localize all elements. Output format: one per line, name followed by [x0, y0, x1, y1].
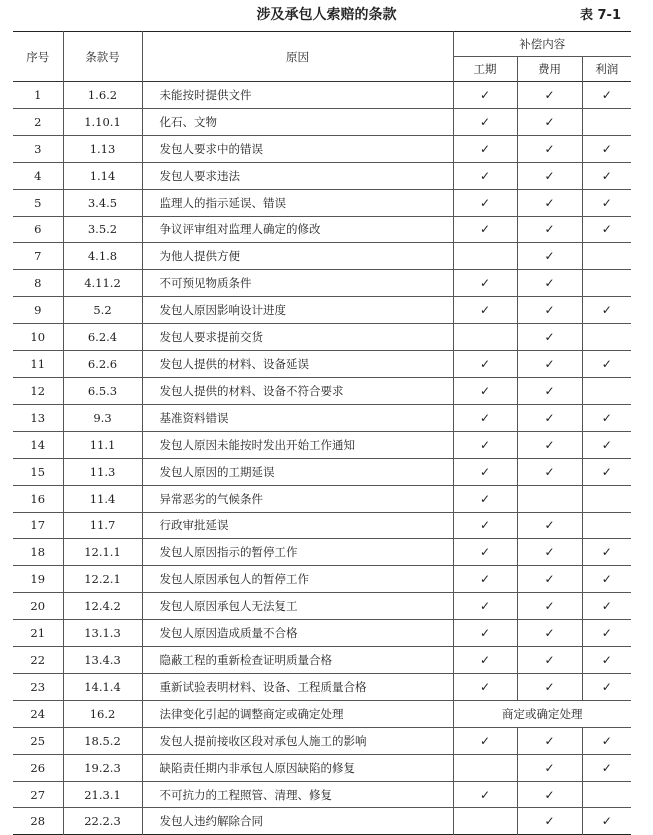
row-profit-cell	[582, 539, 631, 566]
row-clause: 18.5.2	[63, 727, 142, 754]
row-reason: 隐蔽工程的重新检查证明质量合格	[142, 647, 453, 674]
row-reason: 异常恶劣的气候条件	[142, 485, 453, 512]
table-row	[13, 297, 631, 324]
table-row	[13, 377, 631, 404]
row-cost-cell	[517, 82, 582, 109]
table-row	[13, 485, 631, 512]
row-reason: 监理人的指示延误、错误	[142, 189, 453, 216]
check-icon: ✓	[479, 141, 491, 156]
check-icon: ✓	[479, 437, 491, 452]
row-reason: 为他人提供方便	[142, 243, 453, 270]
row-cost-cell	[517, 431, 582, 458]
row-time-cell	[453, 189, 517, 216]
row-clause: 1.14	[63, 162, 142, 189]
row-reason: 发包人原因影响设计进度	[142, 297, 453, 324]
table-row	[13, 431, 631, 458]
table-row	[13, 754, 631, 781]
header-compensation: 补偿内容	[453, 32, 631, 57]
row-time-cell	[453, 673, 517, 700]
check-icon: ✓	[601, 195, 612, 210]
check-icon: ✓	[544, 572, 555, 587]
row-clause: 12.4.2	[63, 593, 142, 620]
header-cost: 费用	[517, 57, 582, 82]
check-icon: ✓	[544, 679, 555, 694]
row-reason: 不可抗力的工程照管、清理、修复	[142, 781, 453, 808]
row-cost-cell	[517, 108, 582, 135]
row-time-cell	[453, 297, 517, 324]
row-time-cell	[453, 162, 517, 189]
row-profit-cell	[582, 82, 631, 109]
row-profit-cell	[582, 270, 631, 297]
check-icon: ✓	[601, 357, 612, 372]
check-icon: ✓	[479, 87, 491, 102]
row-profit-cell	[582, 243, 631, 270]
row-clause: 6.2.6	[63, 351, 142, 378]
check-icon: ✓	[544, 195, 555, 210]
row-profit-cell	[582, 216, 631, 243]
row-clause: 13.4.3	[63, 647, 142, 674]
table-row	[13, 566, 631, 593]
row-reason: 未能按时提供文件	[142, 82, 453, 109]
check-icon: ✓	[601, 679, 612, 694]
check-icon: ✓	[479, 599, 491, 614]
table-row	[13, 620, 631, 647]
row-time-cell	[453, 324, 517, 351]
check-icon: ✓	[544, 330, 555, 345]
row-clause: 3.4.5	[63, 189, 142, 216]
row-seq: 24	[13, 700, 63, 727]
table-row	[13, 404, 631, 431]
row-profit-cell	[582, 620, 631, 647]
row-seq: 18	[13, 539, 63, 566]
row-cost-cell	[517, 351, 582, 378]
row-cost-cell	[517, 620, 582, 647]
check-icon: ✓	[544, 87, 555, 102]
row-time-cell	[453, 781, 517, 808]
row-merged-compensation: 商定或确定处理	[453, 700, 631, 727]
check-icon: ✓	[544, 141, 555, 156]
row-profit-cell	[582, 162, 631, 189]
row-profit-cell	[582, 135, 631, 162]
table-row	[13, 727, 631, 754]
check-icon: ✓	[479, 679, 491, 694]
row-time-cell	[453, 216, 517, 243]
row-time-cell	[453, 351, 517, 378]
header-reason: 原因	[142, 32, 453, 82]
check-icon: ✓	[544, 545, 555, 560]
row-reason: 发包人原因承包人无法复工	[142, 593, 453, 620]
check-icon: ✓	[544, 303, 555, 318]
row-time-cell	[453, 727, 517, 754]
row-clause: 4.1.8	[63, 243, 142, 270]
row-reason: 发包人原因承包人的暂停工作	[142, 566, 453, 593]
row-seq: 17	[13, 512, 63, 539]
row-clause: 1.13	[63, 135, 142, 162]
row-time-cell	[453, 404, 517, 431]
row-time-cell	[453, 431, 517, 458]
row-seq: 12	[13, 377, 63, 404]
check-icon: ✓	[544, 760, 555, 775]
row-time-cell	[453, 512, 517, 539]
row-cost-cell	[517, 727, 582, 754]
row-profit-cell	[582, 781, 631, 808]
row-cost-cell	[517, 512, 582, 539]
row-seq: 25	[13, 727, 63, 754]
row-cost-cell	[517, 593, 582, 620]
row-seq: 13	[13, 404, 63, 431]
row-clause: 5.2	[63, 297, 142, 324]
row-seq: 8	[13, 270, 63, 297]
row-seq: 22	[13, 647, 63, 674]
check-icon: ✓	[544, 814, 555, 829]
table-row	[13, 189, 631, 216]
check-icon: ✓	[544, 222, 555, 237]
row-profit-cell	[582, 647, 631, 674]
row-seq: 10	[13, 324, 63, 351]
row-profit-cell	[582, 485, 631, 512]
row-profit-cell	[582, 431, 631, 458]
table-body	[13, 82, 631, 835]
row-cost-cell	[517, 754, 582, 781]
check-icon: ✓	[479, 787, 491, 802]
row-cost-cell	[517, 189, 582, 216]
row-seq: 26	[13, 754, 63, 781]
row-seq: 9	[13, 297, 63, 324]
check-icon: ✓	[601, 733, 612, 748]
row-clause: 1.6.2	[63, 82, 142, 109]
check-icon: ✓	[479, 518, 491, 533]
row-seq: 11	[13, 351, 63, 378]
row-profit-cell	[582, 593, 631, 620]
check-icon: ✓	[544, 410, 555, 425]
header-clause: 条款号	[63, 32, 142, 82]
row-time-cell	[453, 593, 517, 620]
row-seq: 21	[13, 620, 63, 647]
table-number: 表 7-1	[579, 8, 621, 23]
check-icon: ✓	[601, 410, 612, 425]
check-icon: ✓	[479, 303, 491, 318]
row-time-cell	[453, 566, 517, 593]
table-row	[13, 458, 631, 485]
check-icon: ✓	[544, 518, 555, 533]
row-time-cell	[453, 377, 517, 404]
row-seq: 7	[13, 243, 63, 270]
check-icon: ✓	[601, 626, 612, 641]
row-profit-cell	[582, 108, 631, 135]
row-clause: 22.2.3	[63, 808, 142, 835]
row-reason: 发包人原因造成质量不合格	[142, 620, 453, 647]
row-reason: 发包人提供的材料、设备不符合要求	[142, 377, 453, 404]
check-icon: ✓	[479, 652, 491, 667]
table-row	[13, 351, 631, 378]
check-icon: ✓	[544, 652, 555, 667]
row-seq: 1	[13, 82, 63, 109]
check-icon: ✓	[479, 491, 491, 506]
row-reason: 发包人要求中的错误	[142, 135, 453, 162]
row-cost-cell	[517, 458, 582, 485]
check-icon: ✓	[601, 87, 612, 102]
check-icon: ✓	[544, 437, 555, 452]
row-seq: 15	[13, 458, 63, 485]
row-profit-cell	[582, 754, 631, 781]
row-cost-cell	[517, 539, 582, 566]
table-row	[13, 324, 631, 351]
check-icon: ✓	[601, 545, 612, 560]
row-reason: 不可预见物质条件	[142, 270, 453, 297]
row-reason: 争议评审组对监理人确定的修改	[142, 216, 453, 243]
row-reason: 发包人原因指示的暂停工作	[142, 539, 453, 566]
row-time-cell	[453, 620, 517, 647]
row-seq: 23	[13, 673, 63, 700]
row-seq: 4	[13, 162, 63, 189]
check-icon: ✓	[479, 733, 491, 748]
row-profit-cell	[582, 566, 631, 593]
row-time-cell	[453, 82, 517, 109]
check-icon: ✓	[479, 410, 491, 425]
check-icon: ✓	[601, 464, 612, 479]
header-profit: 利润	[595, 62, 619, 76]
check-icon: ✓	[479, 222, 491, 237]
row-seq: 20	[13, 593, 63, 620]
row-cost-cell	[517, 270, 582, 297]
header-time: 工期	[453, 57, 517, 82]
row-clause: 16.2	[63, 700, 142, 727]
row-cost-cell	[517, 485, 582, 512]
check-icon: ✓	[544, 168, 555, 183]
row-time-cell	[453, 135, 517, 162]
row-profit-cell	[582, 808, 631, 835]
row-reason: 法律变化引起的调整商定或确定处理	[142, 700, 453, 727]
table-row	[13, 593, 631, 620]
check-icon: ✓	[479, 276, 491, 291]
row-reason: 化石、文物	[142, 108, 453, 135]
row-profit-cell	[582, 727, 631, 754]
check-icon: ✓	[601, 168, 612, 183]
row-reason: 发包人要求提前交货	[142, 324, 453, 351]
row-time-cell	[453, 270, 517, 297]
row-seq: 5	[13, 189, 63, 216]
row-seq: 14	[13, 431, 63, 458]
row-seq: 3	[13, 135, 63, 162]
row-seq: 19	[13, 566, 63, 593]
row-profit-cell	[582, 324, 631, 351]
row-time-cell	[453, 243, 517, 270]
row-cost-cell	[517, 566, 582, 593]
check-icon: ✓	[479, 626, 491, 641]
check-icon: ✓	[601, 572, 612, 587]
row-reason: 缺陷责任期内非承包人原因缺陷的修复	[142, 754, 453, 781]
row-clause: 3.5.2	[63, 216, 142, 243]
row-seq: 27	[13, 781, 63, 808]
row-reason: 发包人提前接收区段对承包人施工的影响	[142, 727, 453, 754]
row-clause: 12.2.1	[63, 566, 142, 593]
row-clause: 13.1.3	[63, 620, 142, 647]
row-seq: 6	[13, 216, 63, 243]
check-icon: ✓	[544, 383, 555, 398]
header-seq: 序号	[13, 32, 63, 82]
row-reason: 发包人提供的材料、设备延误	[142, 351, 453, 378]
row-seq: 28	[13, 808, 63, 835]
table-row	[13, 808, 631, 835]
check-icon: ✓	[601, 599, 612, 614]
table-row	[13, 135, 631, 162]
table-row	[13, 243, 631, 270]
row-time-cell	[453, 485, 517, 512]
row-seq: 2	[13, 108, 63, 135]
check-icon: ✓	[479, 195, 491, 210]
table-row	[13, 539, 631, 566]
row-cost-cell	[517, 781, 582, 808]
row-profit-cell	[582, 673, 631, 700]
check-icon: ✓	[601, 303, 612, 318]
check-icon: ✓	[479, 168, 491, 183]
check-icon: ✓	[479, 464, 491, 479]
row-clause: 6.2.4	[63, 324, 142, 351]
check-icon: ✓	[479, 545, 491, 560]
row-cost-cell	[517, 297, 582, 324]
row-clause: 11.7	[63, 512, 142, 539]
check-icon: ✓	[601, 141, 612, 156]
row-clause: 19.2.3	[63, 754, 142, 781]
check-icon: ✓	[544, 787, 555, 802]
row-clause: 1.10.1	[63, 108, 142, 135]
row-profit-cell	[582, 189, 631, 216]
table-row	[13, 216, 631, 243]
check-icon: ✓	[479, 357, 491, 372]
check-icon: ✓	[601, 814, 612, 829]
row-reason: 重新试验表明材料、设备、工程质量合格	[142, 673, 453, 700]
row-profit-cell	[582, 377, 631, 404]
check-icon: ✓	[544, 276, 555, 291]
row-cost-cell	[517, 808, 582, 835]
row-seq: 16	[13, 485, 63, 512]
table-row	[13, 162, 631, 189]
row-clause: 9.3	[63, 404, 142, 431]
row-reason: 发包人原因的工期延误	[142, 458, 453, 485]
check-icon: ✓	[544, 114, 555, 129]
check-icon: ✓	[601, 652, 612, 667]
row-clause: 6.5.3	[63, 377, 142, 404]
row-cost-cell	[517, 135, 582, 162]
row-time-cell	[453, 808, 517, 835]
check-icon: ✓	[601, 437, 612, 452]
row-reason: 发包人要求违法	[142, 162, 453, 189]
check-icon: ✓	[479, 383, 491, 398]
table-row	[13, 108, 631, 135]
claims-table	[13, 31, 631, 835]
check-icon: ✓	[544, 626, 555, 641]
row-time-cell	[453, 539, 517, 566]
row-clause: 21.3.1	[63, 781, 142, 808]
check-icon: ✓	[544, 249, 555, 264]
row-cost-cell	[517, 243, 582, 270]
row-clause: 4.11.2	[63, 270, 142, 297]
row-time-cell	[453, 647, 517, 674]
row-clause: 14.1.4	[63, 673, 142, 700]
row-reason: 基准资料错误	[142, 404, 453, 431]
row-profit-cell	[582, 351, 631, 378]
row-reason: 行政审批延误	[142, 512, 453, 539]
row-profit-cell	[582, 512, 631, 539]
check-icon: ✓	[544, 599, 555, 614]
check-icon: ✓	[601, 760, 612, 775]
check-icon: ✓	[479, 572, 491, 587]
table-title: 涉及承包人索赔的条款	[256, 7, 397, 23]
check-icon: ✓	[601, 222, 612, 237]
row-clause: 11.3	[63, 458, 142, 485]
row-reason: 发包人违约解除合同	[142, 808, 453, 835]
row-cost-cell	[517, 162, 582, 189]
table-row	[13, 512, 631, 539]
check-icon: ✓	[479, 114, 491, 129]
check-icon: ✓	[544, 357, 555, 372]
row-cost-cell	[517, 673, 582, 700]
row-profit-cell	[582, 404, 631, 431]
table-row	[13, 82, 631, 109]
table-row	[13, 700, 631, 727]
row-cost-cell	[517, 216, 582, 243]
row-time-cell	[453, 754, 517, 781]
table-row	[13, 647, 631, 674]
row-profit-cell	[582, 297, 631, 324]
row-reason: 发包人原因未能按时发出开始工作通知	[142, 431, 453, 458]
row-cost-cell	[517, 377, 582, 404]
table-row	[13, 673, 631, 700]
row-time-cell	[453, 108, 517, 135]
row-profit-cell	[582, 458, 631, 485]
table-row	[13, 270, 631, 297]
row-cost-cell	[517, 404, 582, 431]
row-clause: 11.1	[63, 431, 142, 458]
row-clause: 11.4	[63, 485, 142, 512]
check-icon: ✓	[544, 464, 555, 479]
row-cost-cell	[517, 647, 582, 674]
row-clause: 12.1.1	[63, 539, 142, 566]
row-time-cell	[453, 458, 517, 485]
table-row	[13, 781, 631, 808]
row-cost-cell	[517, 324, 582, 351]
check-icon: ✓	[544, 733, 555, 748]
